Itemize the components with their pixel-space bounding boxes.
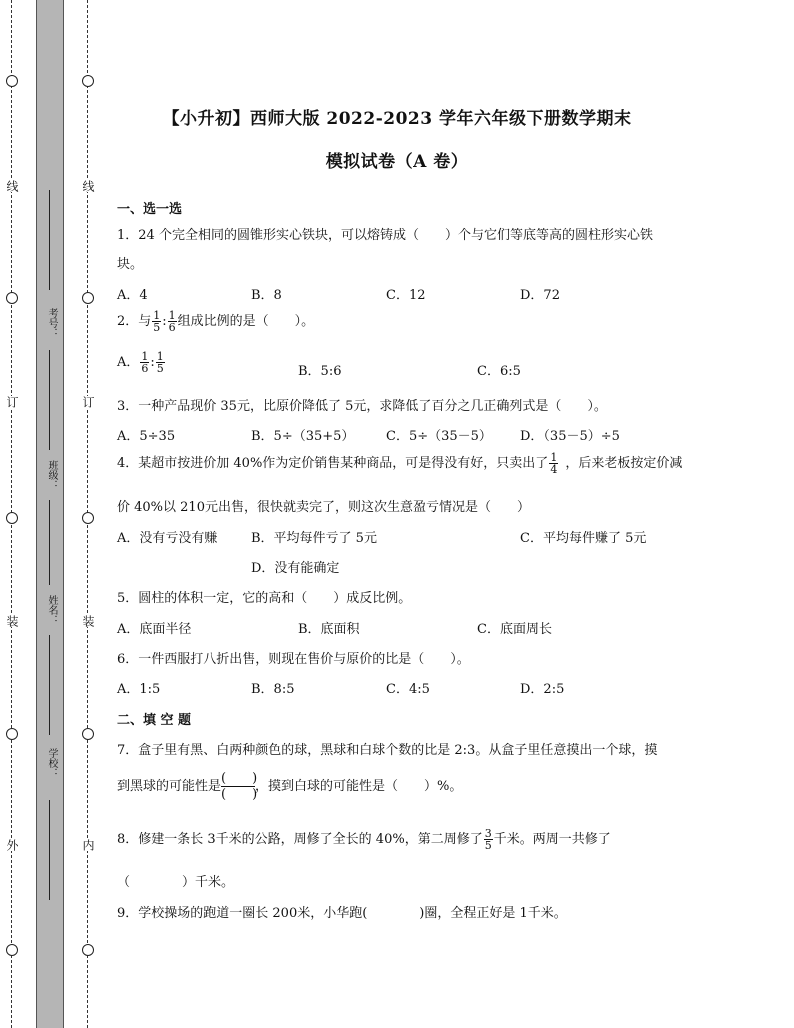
fraction-numerator: 1	[141, 350, 149, 363]
fraction-numerator: 3	[484, 827, 492, 840]
fraction	[152, 310, 161, 333]
fraction	[156, 351, 165, 374]
option: C．6:5	[477, 364, 521, 379]
fraction-denominator: 5	[156, 362, 164, 375]
punch-hole-circle	[82, 75, 94, 87]
option: D．72	[520, 288, 560, 303]
option: D．没有能确定	[251, 561, 340, 576]
page-subtitle: 模拟试卷（A 卷）	[325, 152, 469, 172]
option: A．1:5	[117, 682, 161, 697]
section-heading: 一、选一选	[117, 202, 183, 217]
q7-prefix: 到黑球的可能性是	[117, 779, 222, 794]
option: A．底面半径	[117, 622, 192, 637]
margin-char-outer: 线	[5, 180, 19, 192]
option: A．5÷35	[117, 429, 176, 444]
question-9: 9．学校操场的跑道一圈长 200米，小华跑( )圈，全程正好是 1千米。	[117, 906, 567, 921]
punch-hole-circle	[6, 512, 18, 524]
option: D．2:5	[520, 682, 565, 697]
question-8	[117, 828, 611, 851]
option: C．5÷（35－5）	[386, 429, 492, 444]
punch-hole-circle	[82, 292, 94, 304]
option: D．（35－5）÷5	[520, 429, 620, 444]
q4-suffix: ，后来老板按定价减	[565, 456, 683, 471]
fraction-denominator: 4	[550, 463, 558, 476]
fraction-numerator: 1	[153, 309, 161, 322]
punch-hole-circle	[82, 944, 94, 956]
field-label-name: 姓名：	[46, 595, 57, 625]
q8-prefix: 8．修建一条长 3千米的公路，周修了全长的 40%，第二周修了	[117, 832, 483, 847]
fraction-denominator: 6	[141, 362, 149, 375]
option: A．4	[117, 288, 148, 303]
q8-suffix: 千米。两周一共修了	[493, 832, 611, 847]
punch-hole-circle	[82, 728, 94, 740]
field-label-school: 学校：	[46, 748, 57, 778]
margin-char-inner: 订	[81, 396, 95, 408]
question-4	[117, 452, 682, 475]
option: B．平均每件亏了 5元	[251, 531, 377, 546]
blank-numerator[interactable]: ( )	[221, 771, 258, 786]
fraction-denominator: 6	[168, 321, 176, 334]
option: C．平均每件赚了 5元	[520, 531, 647, 546]
ratio-colon: :	[162, 314, 167, 329]
option: B．底面积	[298, 622, 360, 637]
field-underline	[49, 800, 50, 900]
option: B．8:5	[251, 682, 295, 697]
fraction-numerator: 1	[156, 350, 164, 363]
field-label-class: 班级：	[46, 460, 57, 490]
punch-hole-circle	[6, 944, 18, 956]
fraction-numerator: 1	[550, 451, 558, 464]
option: C．12	[386, 288, 426, 303]
field-underline	[49, 350, 50, 450]
question-8-cont: （ ）千米。	[117, 875, 235, 890]
fraction-denominator: 5	[484, 839, 492, 852]
question-1-cont: 块。	[117, 257, 144, 272]
margin-char-inner: 内	[81, 839, 95, 851]
question-4-cont: 价 40%以 210元出售，很快就卖完了，则这次生意盈亏情况是（ ）	[117, 500, 530, 515]
option: C．底面周长	[477, 622, 552, 637]
q2-suffix: 组成比例的是（ ）。	[177, 314, 315, 329]
margin-char-inner: 线	[81, 180, 95, 192]
punch-hole-circle	[6, 728, 18, 740]
question-5: 5．圆柱的体积一定，它的高和（ ）成反比例。	[117, 591, 412, 606]
q7-suffix: ，摸到白球的可能性是（ ）%。	[255, 779, 463, 794]
option: B．5÷（35+5）	[251, 429, 355, 444]
fraction-denominator: 5	[153, 321, 161, 334]
field-underline	[49, 500, 50, 585]
margin-char-outer: 装	[5, 615, 19, 627]
punch-hole-circle	[6, 75, 18, 87]
option	[117, 351, 166, 374]
fraction	[484, 828, 493, 851]
blank-denominator[interactable]: ( )	[221, 787, 258, 802]
option-label: A．	[117, 355, 140, 370]
q2-prefix: 2．与	[117, 314, 152, 329]
field-underline	[49, 635, 50, 735]
punch-hole-circle	[6, 292, 18, 304]
option: B．8	[251, 288, 282, 303]
option: B．5:6	[298, 364, 342, 379]
page-title: 【小升初】西师大版 2022-2023 学年六年级下册数学期末	[162, 109, 632, 129]
fraction	[168, 310, 177, 333]
question-1: 1．24 个完全相同的圆锥形实心铁块，可以熔铸成（ ）个与它们等底等高的圆柱形实心铁	[117, 228, 653, 243]
question-6: 6．一件西服打八折出售，则现在售价与原价的比是（ ）。	[117, 652, 470, 667]
ratio-colon: :	[150, 355, 155, 370]
option: A．没有亏没有赚	[117, 531, 218, 546]
fraction-numerator: 1	[168, 309, 176, 322]
section-heading: 二、填 空 题	[117, 713, 192, 728]
question-2	[117, 310, 314, 333]
punch-hole-circle	[82, 512, 94, 524]
question-7-cont	[117, 771, 462, 802]
fraction	[549, 452, 558, 475]
question-3: 3．一种产品现价 35元，比原价降低了 5元，求降低了百分之几正确列式是（ ）。	[117, 399, 607, 414]
field-underline	[49, 190, 50, 290]
margin-char-inner: 装	[81, 615, 95, 627]
option: C．4:5	[386, 682, 430, 697]
q4-prefix: 4．某超市按进价加 40%作为定价销售某种商品，可是得没有好，只卖出了	[117, 456, 549, 471]
question-7: 7．盒子里有黑、白两种颜色的球，黑球和白球个数的比是 2:3。从盒子里任意摸出一个球，摸	[117, 743, 658, 758]
blank-fraction[interactable]	[221, 771, 258, 802]
margin-char-outer: 外	[5, 839, 19, 851]
fraction	[140, 351, 149, 374]
field-label-exam-number: 考号：	[46, 308, 57, 338]
margin-char-outer: 订	[5, 396, 19, 408]
